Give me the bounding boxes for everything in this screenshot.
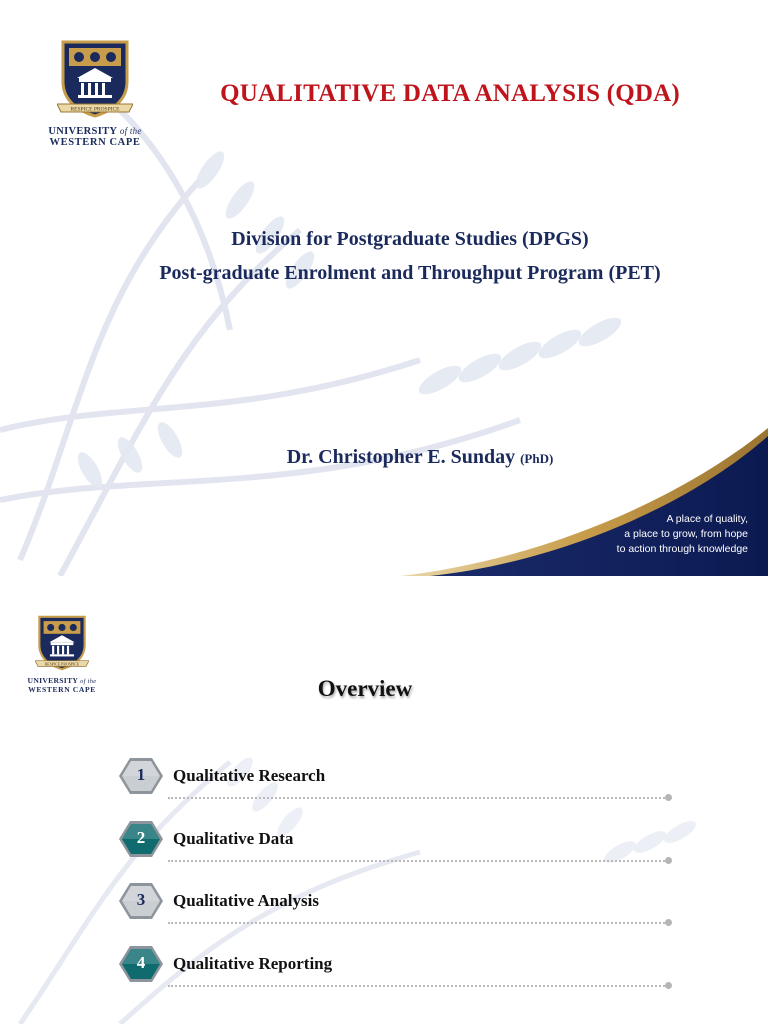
tagline-line-1: A place of quality,: [666, 513, 748, 525]
overview-item: [118, 881, 678, 925]
divider-end-dot: [665, 857, 672, 864]
divider-end-dot: [665, 982, 672, 989]
university-logo: [22, 614, 102, 694]
university-logo: [40, 38, 150, 148]
overview-item: [118, 819, 678, 863]
item-label: Qualitative Data: [173, 829, 294, 848]
item-number: 1: [136, 765, 146, 784]
university-crest-icon: [35, 614, 89, 672]
university-of-the: of the: [80, 678, 97, 685]
item-number: 2: [136, 828, 146, 847]
item-number: 4: [136, 953, 146, 972]
dotted-divider: [168, 797, 668, 799]
slide-title: QUALITATIVE DATA ANALYSIS (QDA): [220, 80, 680, 107]
tagline-line-3: to action through knowledge: [616, 543, 748, 555]
svg-text:RESPICE PROSPICE: RESPICE PROSPICE: [44, 662, 80, 667]
overview-item: [118, 756, 678, 800]
overview-item: [118, 944, 678, 988]
university-name: UNIVERSITY: [27, 676, 78, 685]
dotted-divider: [168, 985, 668, 987]
item-label: Qualitative Reporting: [173, 954, 333, 973]
tagline: [617, 512, 748, 557]
author-line: [160, 446, 680, 469]
overview-title: Overview: [317, 676, 413, 701]
item-label: Qualitative Research: [173, 766, 326, 785]
university-of-the: of the: [119, 126, 142, 136]
subtitle-division: Division for Postgraduate Studies (DPGS): [231, 228, 589, 250]
divider-end-dot: [665, 919, 672, 926]
slide-separator: [0, 576, 768, 592]
university-name: UNIVERSITY: [48, 126, 117, 137]
subtitle-program: Post-graduate Enrolment and Throughput Program (PET): [159, 262, 661, 284]
university-campus: WESTERN CAPE: [28, 685, 96, 694]
university-crest-icon: [57, 38, 133, 120]
author-degree: (PhD): [520, 451, 554, 466]
author-name: Dr. Christopher E. Sunday: [286, 446, 516, 468]
item-label: Qualitative Analysis: [173, 891, 319, 910]
item-number: 3: [136, 890, 146, 909]
svg-text:RESPICE PROSPICE: RESPICE PROSPICE: [70, 106, 120, 113]
dotted-divider: [168, 922, 668, 924]
university-campus: WESTERN CAPE: [49, 137, 141, 148]
overview-slide: [0, 592, 768, 1024]
divider-end-dot: [665, 794, 672, 801]
dotted-divider: [168, 860, 668, 862]
tagline-line-2: a place to grow, from hope: [624, 528, 748, 540]
